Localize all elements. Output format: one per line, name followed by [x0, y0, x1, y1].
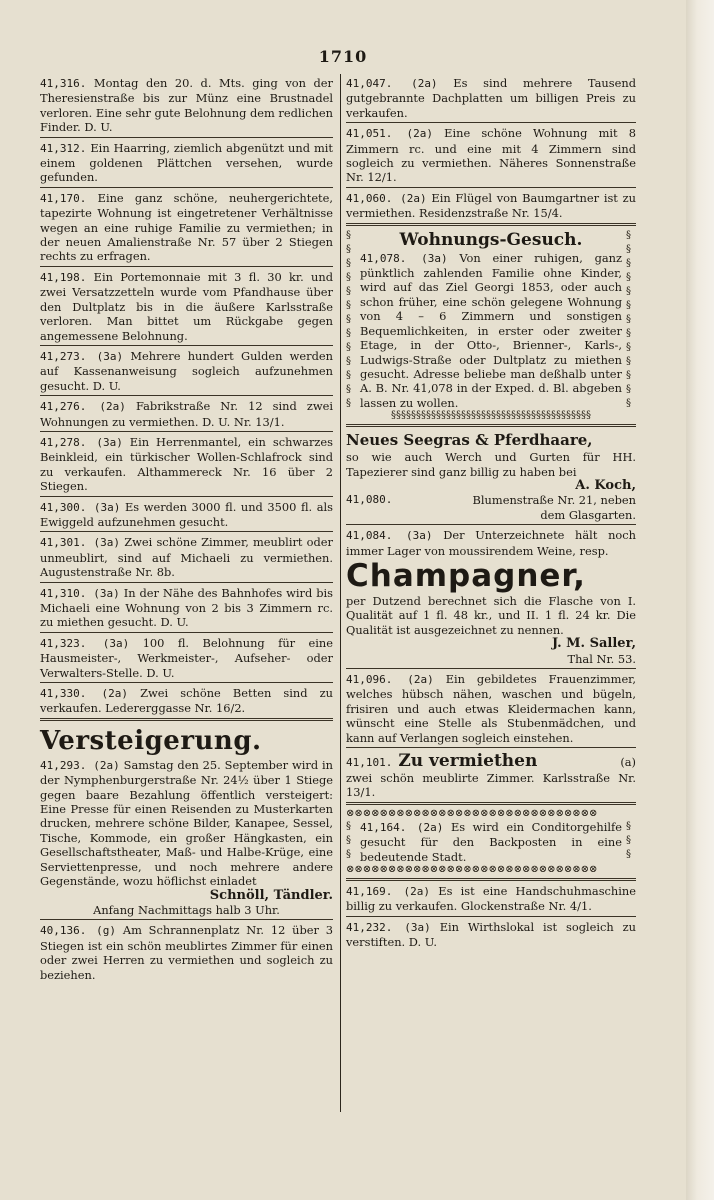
seegras-text: so wie auch Werch und Gurten für HH. Tapezierer sind ganz billig zu haben bei: [346, 450, 636, 479]
column-divider: [340, 74, 341, 1112]
right-column: [346, 76, 636, 955]
ad-text: Am Schrannenplatz Nr. 12 über 3 Stiegen ist ein schön meublirtes Zimmer für einen oder zwei Herren zu vermiethen und sogleich zu beziehen.: [40, 923, 333, 982]
ad-ref: 41,276. (2a): [40, 400, 126, 414]
ad-41301: [40, 535, 333, 582]
ad-41273: [40, 349, 333, 396]
ad-ref: 41,301. (3a): [40, 536, 121, 550]
ad-ref: 41,096. (2a): [346, 673, 434, 686]
ad-text: Ein Wirthslokal ist sogleich zu verstiften. D. U.: [346, 919, 636, 950]
ad-41232: [346, 920, 636, 952]
seegras-address: Blumenstraße Nr. 21, neben dem Glasgarten.: [472, 493, 636, 522]
zuverm-tag: (a): [620, 755, 636, 770]
ad-text: Ein Portemonnaie mit 3 fl. 30 kr. und zwei Versatzzetteln wurde vom Pfandhause über den Dultplatz bis in die äußere Karlsstraße verloren. Man bittet um Rückgabe gegen angemessene Belohnung.: [40, 269, 333, 343]
ad-ref: 41,170.: [40, 191, 87, 205]
ad-ref: 41,300. (3a): [40, 500, 121, 514]
conditor-text: Es wird ein Conditorgehilfe gesucht für den Backposten in eine bedeutende Stadt.: [360, 819, 622, 864]
ornament-row: ⊗⊗⊗⊗⊗⊗⊗⊗⊗⊗⊗⊗⊗⊗⊗⊗⊗⊗⊗⊗⊗⊗⊗⊗⊗⊗⊗⊗⊗⊗: [346, 807, 598, 819]
zu-vermiethen-ad: [346, 751, 636, 805]
ad-text: Zwei schöne Betten sind zu verkaufen. Ledererggasse Nr. 16/2.: [40, 686, 333, 716]
champagner-text: per Dutzend berechnet sich die Flasche von I. Qualität auf 1 fl. 48 kr., und II. 1 fl. 24 kr. Die Qualität ist ausgezeichnet zu nennen.: [346, 593, 636, 637]
ad-text: Mehrere hundert Gulden werden auf Kassenanweisung sogleich aufzunehmen gesucht. D. U.: [40, 348, 333, 393]
ad-text: Ein Haarring, ziemlich abgenützt und mit einem goldenen Plättchen versehen, wurde gefunden.: [40, 140, 334, 185]
ad-text: Eine schöne Wohnung mit 8 Zimmern rc. und eine mit 4 Zimmern sind sogleich zu vermiethen. Näheres Sonnenstraße Nr. 12/1.: [346, 126, 636, 185]
ad-text: Ein gebildetes Frauenzimmer, welches hübsch nähen, waschen und bügeln, frisiren und auch etwas Kleidermachen kann, wünscht eine Stelle als Stubenmädchen, und kann auf Verlangen sogleich einstehen.: [346, 672, 636, 745]
champagner-ad: [346, 528, 636, 669]
seegras-ad: [346, 430, 636, 525]
auction-note: Anfang Nachmittags halb 3 Uhr.: [93, 902, 280, 917]
ad-ref: 41,273. (3a): [40, 349, 124, 363]
zuverm-text: zwei schön meublirte Zimmer. Karlsstraße Nr. 13/1.: [346, 771, 636, 800]
ornament-border-left: § § §: [346, 820, 351, 860]
ad-ref: 41,084. (3a): [346, 529, 433, 543]
ad-ref: 41,047. (2a): [346, 77, 438, 90]
ad-text: Ein Herrenmantel, ein schwarzes Beinkleid, ein türkischer Wollen-Schlafrock sind zu verkaufen. Althammereck Nr. 16 über 2 Stiegen.: [40, 434, 333, 494]
auction-text: Samstag den 25. September wird in der Nymphenburgerstraße Nr. 24½ über 1 Stiege gegen baare Bezahlung öffentlich versteigert: Eine Presse für einen Reisenden zu Musterkarten drucken, mehrere schöne Bilder, Kanapee, Sessel, Tische, Kommode, ein großer Hängkasten, ein Gesellschaftstheater, Maß- und Halbe-Krüge, eine Serviettenpresse, und noch mehrere andere Gegenstände, wozu höflichst einladet: [40, 757, 333, 889]
page-edge: [686, 0, 714, 1200]
ad-ref: 41,232. (3a): [346, 920, 431, 934]
ad-ref: 41,060. (2a): [346, 191, 427, 205]
ad-41300: [40, 500, 333, 533]
ad-41312: [40, 141, 333, 188]
ad-ref: 41,278. (3a): [40, 435, 123, 449]
ad-text: Eine ganz schöne, neuhergerichtete, tapezirte Wohnung ist eingetretener Verhältnisse wegen an eine ruhige Familie zu vermiethen; in der neuen Amalienstraße Nr. 57 über 2 Stiegen rechts zu erfragen.: [40, 190, 333, 264]
ad-41276: [40, 399, 333, 432]
seegras-name: A. Koch,: [575, 477, 636, 493]
ad-text: Es werden 3000 fl. und 3500 fl. als Ewiggeld aufzunehmen gesucht.: [40, 499, 334, 529]
ad-41316: [40, 76, 333, 138]
ornament-border-left: § § § § § § § § § § § § §: [346, 229, 351, 409]
ad-text: Montag den 20. d. Mts. ging von der Theresienstraße bis zur Münz eine Brustnadel verloren. Eine sehr gute Belohnung dem redlichen Finder. D. U.: [40, 76, 333, 135]
ad-ref: 40,136. (g): [40, 924, 117, 938]
ad-ref: 41,198.: [40, 270, 87, 284]
ad-41096: [346, 672, 636, 748]
ad-ref: 41,293. (2a): [40, 758, 120, 772]
ad-text: Es ist eine Handschuhmaschine billig zu verkaufen. Glockenstraße Nr. 4/1.: [346, 884, 636, 914]
ornament-box: [346, 229, 636, 410]
ornament-row: §§§§§§§§§§§§§§§§§§§§§§§§§§§§§§§§§§§§§§§§: [391, 410, 591, 422]
ad-ref: 41,101.: [346, 756, 393, 770]
ornament-border-right: § § § § § § § § § § § § §: [626, 229, 631, 409]
ad-40136: [40, 923, 333, 984]
ad-41198: [40, 270, 333, 346]
ornament-row: ⊗⊗⊗⊗⊗⊗⊗⊗⊗⊗⊗⊗⊗⊗⊗⊗⊗⊗⊗⊗⊗⊗⊗⊗⊗⊗⊗⊗⊗⊗: [346, 864, 598, 876]
conditor-ad: [346, 808, 636, 881]
ad-41310: [40, 586, 333, 633]
ad-text: In der Nähe des Bahnhofes wird bis Michaeli eine Wohnung von 2 bis 3 Zimmern rc. zu miethen gesucht. D. U.: [40, 585, 333, 630]
page-number: 1710: [318, 47, 368, 66]
ad-41051: [346, 126, 636, 188]
ad-ref: 41,310. (3a): [40, 586, 120, 600]
wohnung-title: Wohnungs-Gesuch.: [399, 229, 583, 250]
auction-ad: [40, 724, 333, 920]
champagner-address: Thal Nr. 53.: [567, 651, 636, 666]
ad-ref: 41,330. (2a): [40, 687, 128, 701]
ad-ref: 41,169. (2a): [346, 885, 431, 899]
seegras-footer: [346, 493, 636, 522]
ornament-border-right: § § §: [626, 820, 631, 860]
wohnung-gesuch-ad: [346, 229, 636, 427]
ad-text: Zwei schöne Zimmer, meublirt oder unmeublirt, sind auf Michaeli zu vermiethen. Augustenstraße Nr. 8b.: [40, 535, 333, 580]
ad-ref: 41,051. (2a): [346, 127, 433, 141]
ad-ref: 41,323. (3a): [40, 636, 130, 650]
ad-text: Es sind mehrere Tausend gutgebrannte Dachplatten um billigen Preis zu verkaufen.: [346, 76, 636, 120]
ad-41278: [40, 435, 333, 497]
ad-ref: 41,312.: [40, 141, 87, 155]
zuverm-title: Zu vermiethen: [398, 751, 538, 772]
ad-41330: [40, 686, 333, 721]
seegras-title: Neues Seegras & Pferdhaare,: [346, 431, 593, 450]
left-column: [40, 76, 333, 987]
ad-41060: [346, 191, 636, 226]
ad-ref: 41,164. (2a): [360, 820, 444, 834]
ad-text: Ein Flügel von Baumgartner ist zu vermiethen. Residenzstraße Nr. 15/4.: [346, 190, 636, 221]
champagner-title: Champagner,: [346, 557, 586, 594]
ad-41047: [346, 76, 636, 123]
ad-41170: [40, 191, 333, 267]
ad-ref: 41,080.: [346, 493, 393, 507]
ad-text: Fabrikstraße Nr. 12 sind zwei Wohnungen zu vermiethen. D. U. Nr. 13/1.: [40, 399, 333, 429]
ornament-box: [346, 820, 636, 864]
ad-ref: 41,316.: [40, 77, 87, 90]
ad-41169: [346, 884, 636, 917]
ad-text: 100 fl. Belohnung für eine Hausmeister-, Werkmeister-, Aufseher- oder Verwalters-Stelle. D. U.: [40, 635, 333, 680]
auction-title: Versteigerung.: [40, 725, 262, 756]
ad-41323: [40, 636, 333, 683]
champagner-name: J. M. Saller,: [551, 636, 636, 652]
zuverm-header: [346, 751, 636, 771]
wohnung-text: Von einer ruhigen, ganz pünktlich zahlenden Familie ohne Kinder, wird auf das Ziel Georgi 1853, oder auch schon früher, eine schön gelegene Wohnung von 4 – 6 Zimmern und sonstigen Bequemlichkeiten, in erster oder zweiter Etage, in der Otto-, Brienner-, Karls-, Ludwigs-Straße oder Dultplatz zu miethen gesucht. Adresse beliebe man deßhalb unter A. B. Nr. 41,078 in der Exped. d. Bl. abgeben lassen zu wollen.: [360, 250, 623, 410]
champagner-intro: Der Unterzeichnete hält noch immer Lager von moussirendem Weine, resp.: [346, 528, 636, 558]
ad-ref: 41,078. (3a): [360, 251, 448, 265]
auction-signature: Schnöll, Tändler.: [209, 887, 333, 903]
